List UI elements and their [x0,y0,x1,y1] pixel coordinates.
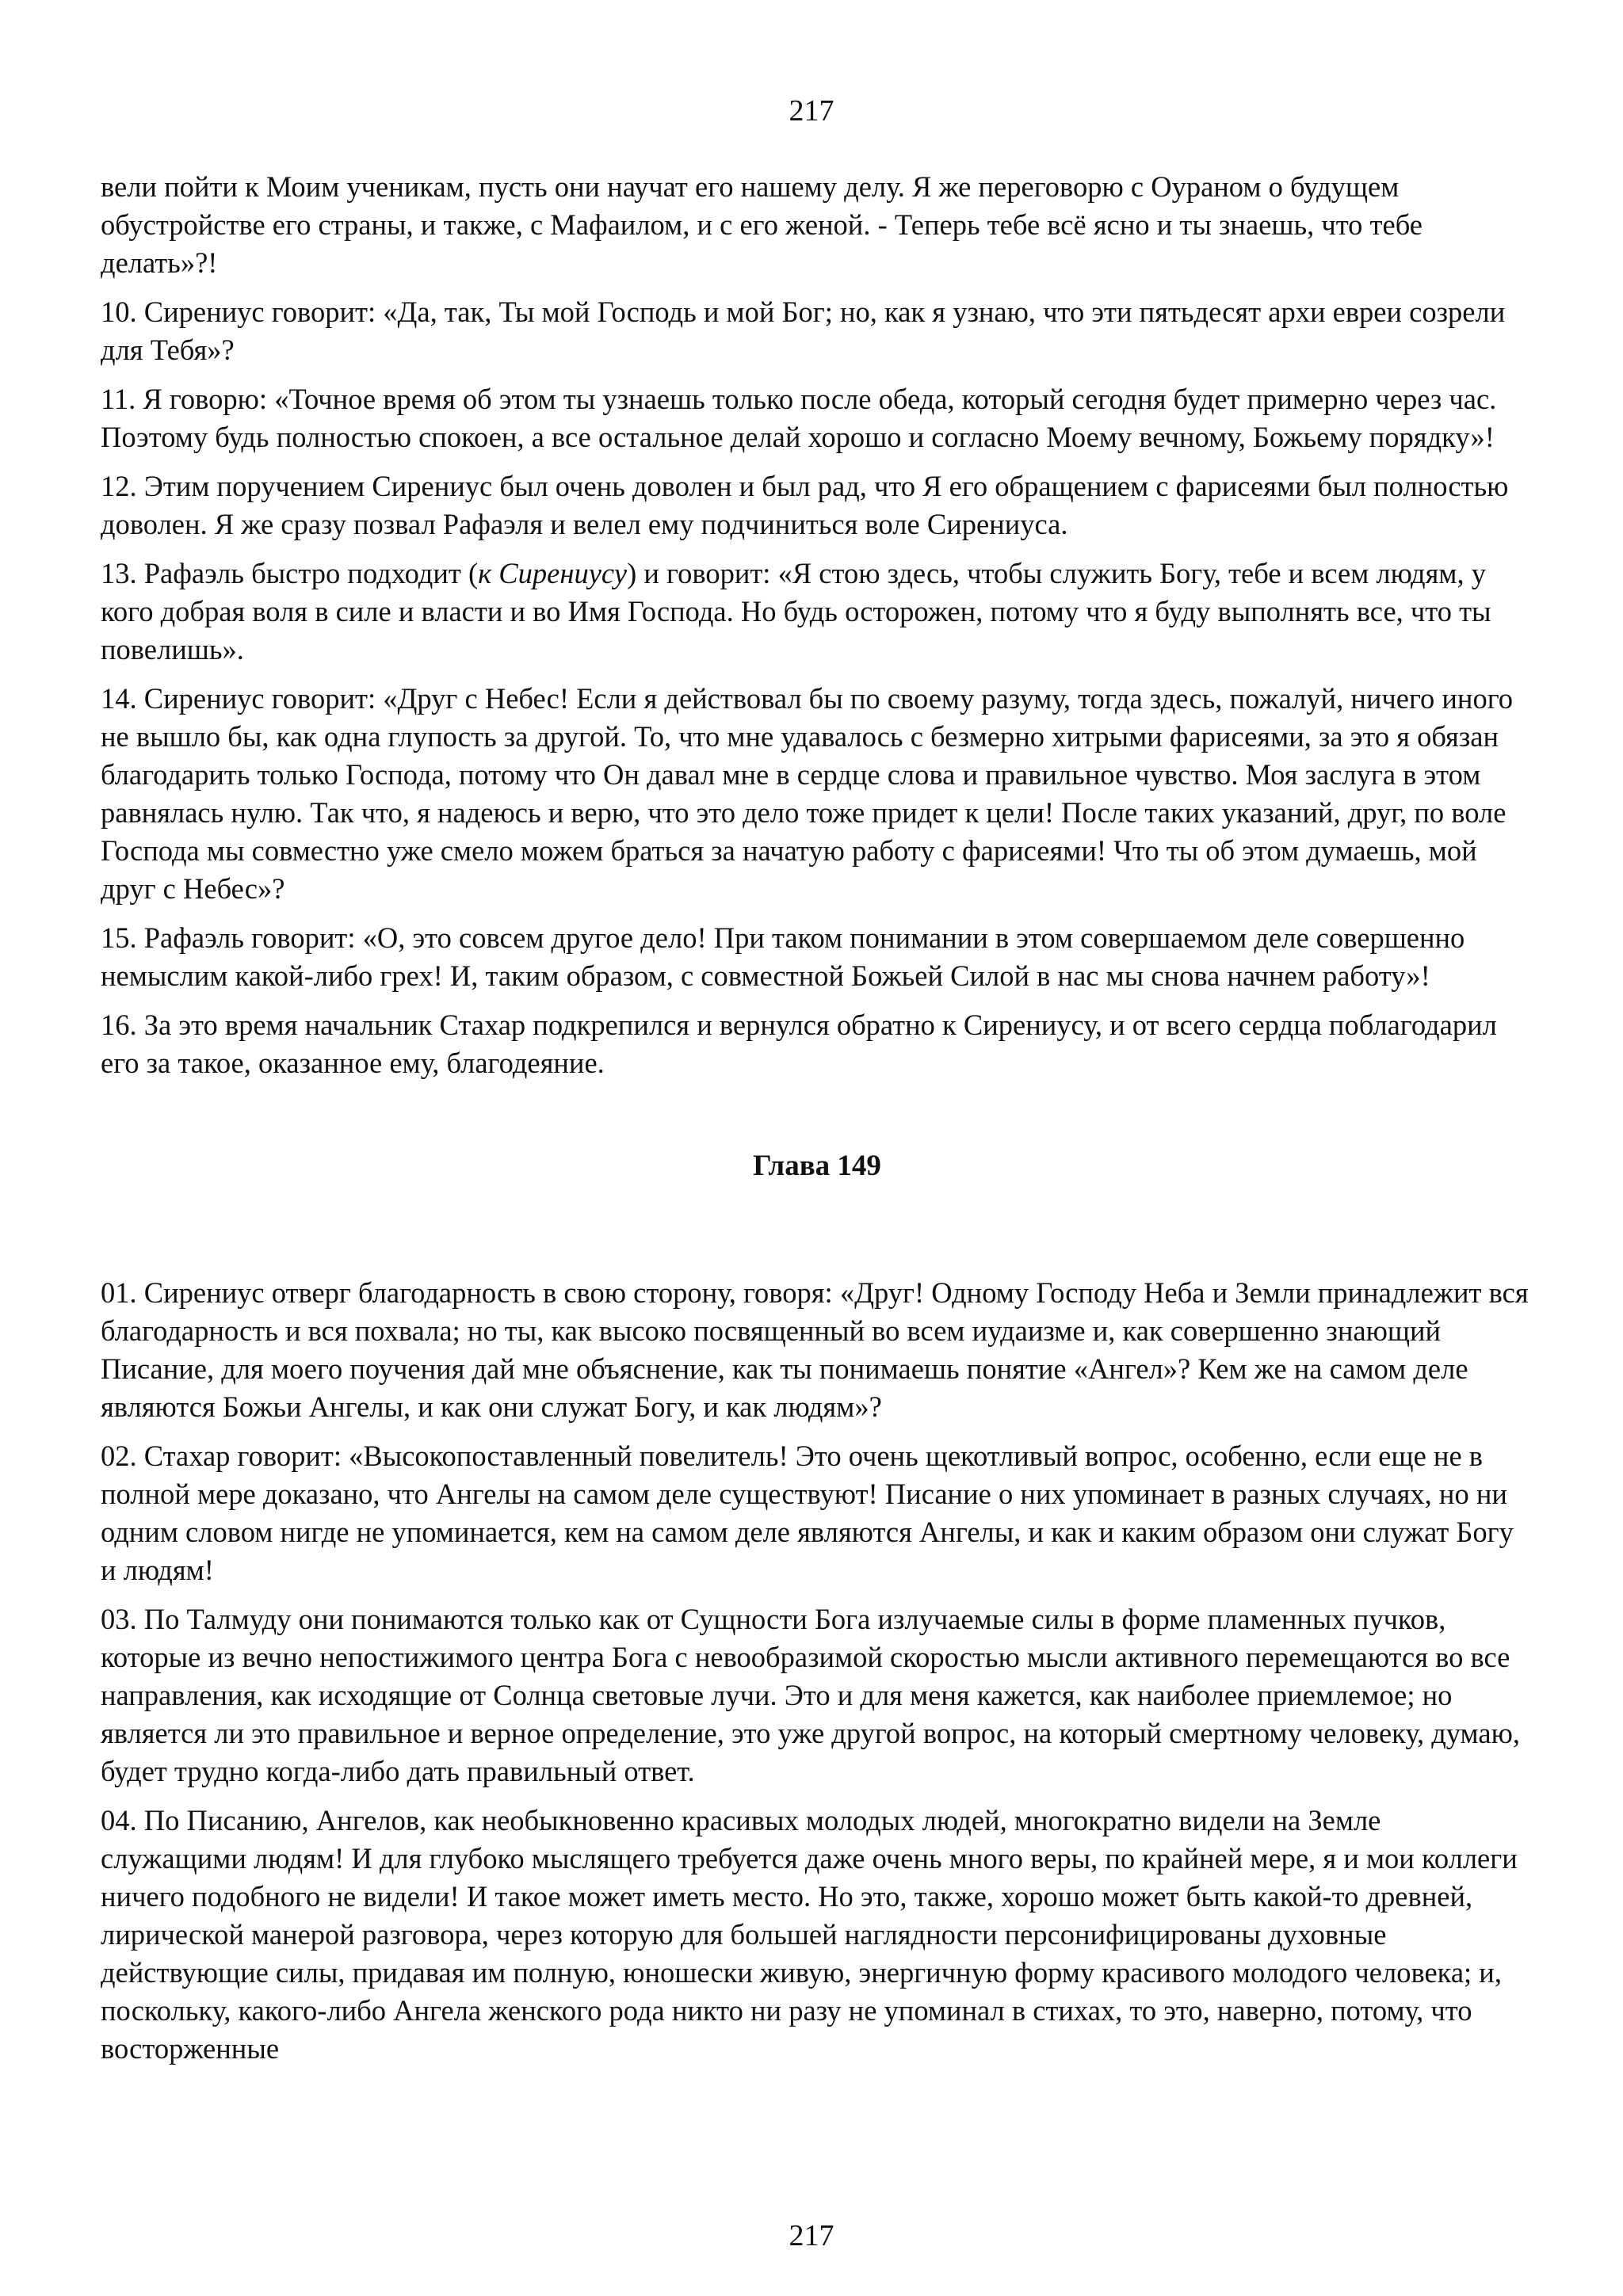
paragraph: 10. Сирениус говорит: «Да, так, Ты мой Господь и мой Бог; но, как я узнаю, что эти пятьдесят архи евреи созрели для Тебя»? [101,296,1506,366]
paragraph: 11. Я говорю: «Точное время об этом ты узнаешь только после обеда, который сегодня будет примерно через час. Поэтому будь полностью спокоен, а все остальное делай хорошо и согласно Моему вечному, Божьему порядку»! [101,383,1497,453]
paragraph: 16. За это время начальник Стахар подкрепился и вернулся обратно к Сирениусу, и от всего сердца поблагодарил его за такое, оказанное ему, благодеяние. [101,1009,1497,1079]
paragraph-13-italic: к Сирениусу [478,557,628,589]
paragraph-13 [101,555,1533,669]
paragraph-13-end: ) и говорит: «Я стою здесь, чтобы служить Богу, тебе и всем людям, у кого добрая воля в силе и власти и во Имя Господа. Но будь осторожен, потому что я буду выполнять все, что ты повелишь». [101,557,1491,666]
paragraph: вели пойти к Моим ученикам, пусть они научат его нашему делу. Я же переговорю с Оураном о будущем обустройстве его страны, и также, с Мафаилом, и с его женой. - Теперь тебе всё ясно и ты знаешь, что тебе делать»?! [101,170,1423,279]
paragraph: 04. По Писанию, Ангелов, как необыкновенно красивых молодых людей, многократно видели на Земле служащими людям! И для глубоко мыслящего требуется даже очень много веры, по крайней мере, я и мои коллеги ничего подобного не видели! И такое может иметь место. Но это, также, хорошо может быть какой-то древней, лирической манерой разговора, через которую для большей наглядности персонифицированы духовные действующие силы, придавая им полную, юношески живую, энергичную форму красивого молодого человека; и, поскольку, какого-либо Ангела женского рода никто ни разу не упоминал в стихах, то это, наверно, потому, что восторженные [101,1804,1518,2065]
paragraph: 15. Рафаэль говорит: «О, это совсем другое дело! При таком понимании в этом совершаемом деле совершенно немыслим какой-либо грех! И, таким образом, с совместной Божьей Силой в нас мы снова начнем работу»! [101,921,1465,992]
page-content [101,168,1533,2079]
paragraph: 03. По Талмуду они понимаются только как от Сущности Бога излучаемые силы в форме пламенных пучков, которые из вечно непостижимого центра Бога с невообразимой скоростью мысли активного перемещаются во все направления, как исходящие от Солнца световые лучи. Это и для меня кажется, как наиболее приемлемое; но является ли это правильное и верное определение, это уже другой вопрос, на который смертному человеку, думаю, будет трудно когда-либо дать правильный ответ. [101,1603,1520,1787]
paragraph: 01. Сирениус отверг благодарность в свою сторону, говоря: «Друг! Одному Господу Неба и Земли принадлежит вся благодарность и вся похвала; но ты, как высоко посвященный во всем иудаизме и, как совершенно знающий Писание, для моего поучения дай мне объяснение, как ты понимаешь понятие «Ангел»? Кем же на самом деле являются Божьи Ангелы, и как они служат Богу, и как людям»? [101,1276,1529,1423]
paragraph-13-start: 13. Рафаэль быстро подходит ( [101,557,479,589]
page-number-top: 217 [789,94,834,128]
page-number-bottom: 217 [789,2219,834,2252]
paragraph: 12. Этим поручением Сирениус был очень доволен и был рад, что Я его обращением с фарисеями был полностью доволен. Я же сразу позвал Рафаэля и велел ему подчиниться воле Сирениуса. [101,470,1509,540]
chapter-title: Глава 149 [753,1150,881,1182]
paragraph: 14. Сирениус говорит: «Друг с Небес! Если я действовал бы по своему разуму, тогда здесь, пожалуй, ничего иного не вышло бы, как одна глупость за другой. То, что мне удавалось с безмерно хитрыми фарисеями, за это я обязан благодарить только Господа, потому что Он давал мне в сердце слова и правильное чувство. Моя заслуга в этом равнялась нулю. Так что, я надеюсь и верю, что это дело тоже придет к цели! После таких указаний, друг, по воле Господа мы совместно уже смело можем браться за начатую работу с фарисеями! Что ты об этом думаешь, мой друг с Небес»? [101,682,1514,905]
paragraph: 02. Стахар говорит: «Высокопоставленный повелитель! Это очень щекотливый вопрос, особенно, если еще не в полной мере доказано, что Ангелы на самом деле существуют! Писание о них упоминает в разных случаях, но ни одним словом нигде не упоминается, кем на самом деле являются Ангелы, и как и каким образом они служат Богу и людям! [101,1440,1514,1586]
